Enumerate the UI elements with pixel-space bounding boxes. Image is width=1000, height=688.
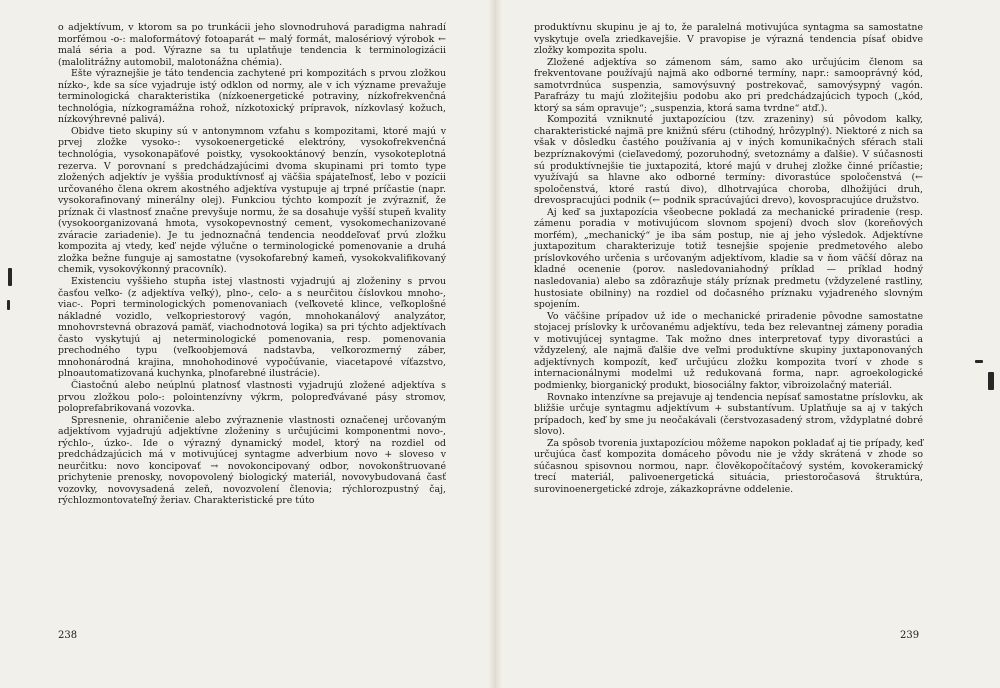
paragraph: o adjektívum, v ktorom sa po trunkácii jeho slovnodruhová paradigma nahradí morfémou -o-: maloformátový fotoaparát ← malý formát, malosériový výrobok ← malá séria a pod. Výrazne sa tu uplatňuje tendencia k terminologizácii (malolitrážny automobil, malotonážna chémia).	[58, 22, 446, 68]
paragraph: Za spôsob tvorenia juxtapozíciou môžeme napokon pokladať aj tie prípady, keď určujúca časť kompozita domáceho pôvodu nie je vždy skrátená v zhode so súčasnou spisovnou normou, napr. člověkopočítačový systém, kovokeramický trecí materiál, palivoenergetická situácia, priestoročasová štruktúra, surovinoenergetické zdroje, zákazkoprávne oddelenie.	[534, 437, 923, 495]
scan-edge-mark-left	[7, 300, 10, 310]
scan-edge-mark-right	[975, 360, 983, 363]
book-gutter	[488, 0, 502, 688]
right-page	[534, 22, 923, 495]
scan-edge-mark-right	[988, 372, 994, 390]
paragraph: Rovnako intenzívne sa prejavuje aj tendencia nepísať samostatne príslovku, ak bližšie určuje syntagmu adjektívum + substantívum. Uplatňuje sa aj v takých prípadoch, keď by sme ju neočakávali (čerstvozasadený strom, vždyplatné dobré slovo).	[534, 391, 923, 438]
paragraph: Aj keď sa juxtapozícia všeobecne pokladá za mechanické priradenie (resp. zámenu poradia v motivujúcom slovnom spojení) dvoch slov (koreňových morfém), „mechanický“ je iba sám postup, nie aj jeho výsledok. Adjektívne juxtapozitum charakterizuje totiž tesnejšie spojenie predmetového alebo príslovkového určenia s určovaným adjektívom, kladie sa v ňom väčší dôraz na kladné ocenenie (porov. nasledovaniahodný príklad — príklad hodný nasledovania) alebo sa zdôrazňuje stály príznak predmetu (vždyzelené rastliny, hustosiate obilniny) na rozdiel od dočasného príznaku vyjadreného slovným spojením.	[534, 206, 923, 311]
paragraph: Kompozitá vzniknuté juxtapozíciou (tzv. zrazeniny) sú pôvodom kalky, charakteristické najmä pre knižnú sféru (ctihodný, hrôzyplný). Niektoré z nich sa však v dôsledku častého používania aj v iných komunikačných sférach stali bezpríznakovými (cieľavedomý, pozoruhodný, svetoznámy a ďalšie). V súčasnosti sú produktívnejšie tie juxtapozitá, ktoré majú v druhej zložke činné príčastie; využívajú sa hlavne ako odborné termíny: divorastúce spoločenstvá (← spoločenstvá, ktoré rastú divo), dlhotrvajúca choroba, dlhožijúci druh, drevospracujúci podnik (← podnik spracúvajúci drevo), kovospracujúce družstvo.	[534, 114, 923, 207]
page-number-left: 238	[58, 630, 78, 641]
paragraph: Zložené adjektíva so zámenom sám, samo ako určujúcim členom sa frekventovane používajú najmä ako odborné termíny, napr.: samooprávný kód, samotvrdnúca suspenzia, samovýsuvný postrekovač, samovýsypný vagón. Parafrázy tu majú zložitejšiu podobu ako pri predchádzajúcich typoch („kód, ktorý sa sám opravuje“; „suspenzia, ktorá sama tvrdne“ atď.).	[534, 56, 923, 114]
page-number-right: 239	[900, 630, 920, 641]
paragraph: Čiastočnú alebo neúplnú platnosť vlastnosti vyjadrujú zložené adjektíva s prvou zložkou polo-: polointenzívny výkrm, polopreďvávané pásy stromov, poloprefabrikovaná vozovka.	[58, 379, 446, 415]
scan-edge-mark-left	[8, 268, 12, 286]
paragraph: Obidve tieto skupiny sú v antonymnom vzťahu s kompozitami, ktoré majú v prvej zložke vysoko-: vysokoenergetické elektróny, vysokofrekvenčná technológia, vysokonapäťové poistky, vysokooktánový benzín, vysokoteplotná rezerva. V porovnaní s predchádzajúcimi dvoma skupinami pri tomto type zložených adjektív je vyššia produktívnosť aj väčšia spájateľnosť, lebo v pozícii určovaného člena okrem akostného adjektíva vystupuje aj trpné príčastie (napr. vysokorafinovaný minerálny olej). Funkciou týchto kompozít je zvýrazniť, že príznak či vlastnosť značne prevyšuje normu, že sa dosahuje vyšší stupeň kvality (vysokoorganizovaná hmota, vysokopevnostný cement, vysokomechanizované zváracie zariadenie). Je tu jednoznačná tendencia neoddeľovať prvú zložku kompozita aj vtedy, keď nejde výlučne o terminologické pomenovanie a druhá zložka bežne funguje aj samostatne (vysokofarebný kameň, vysokokvalifikovaný chemik, vysokovýkonný pracovník).	[58, 125, 446, 276]
paragraph: Ešte výraznejšie je táto tendencia zachytené pri kompozitách s prvou zložkou nízko-, kde sa síce vyjadruje istý odklon od normy, ale v ich význame prevažuje terminologická charakteristika (nízkoenergetické potraviny, nízkofrekvenčná technológia, nízkogramážna rohož, nízkotoxický prípravok, nízkovlasý kožuch, nízkovýhrevné palivá).	[58, 68, 446, 126]
paragraph: Existenciu vyššieho stupňa istej vlastnosti vyjadrujú aj zloženiny s prvou časťou veľko- (z adjektíva veľký), plno-, celo- a s neurčitou číslovkou mnoho-, viac-. Popri terminologických pomenovaniach (veľkoveté klince, veľkoplošné nákladné vozidlo, veľkopriestorový vagón, mnohokanálový analyzátor, mnohovrstevná obrazová pamäť, viachodnotová logika) sa pri týchto adjektívach často vyskytujú aj neterminologické pomenovania, resp. pomenovania prechodného typu (veľkoobjemová nadstavba, veľkorozmerný záber, mnohonárodná krajina, mnohohodinové vypočúvanie, viacetapové víťazstvo, plnoautomatizovaná kuchynka, plnofarebné ilustrácie).	[58, 276, 446, 380]
left-page	[58, 22, 446, 507]
paragraph: produktívnu skupinu je aj to, že paralelná motivujúca syntagma sa samostatne vyskytuje oveľa zriedkavejšie. V pravopise je výrazná tendencia písať obidve zložky kompozita spolu.	[534, 22, 923, 57]
left-page-body	[58, 22, 446, 507]
paragraph: Spresnenie, ohraničenie alebo zvýraznenie vlastnosti označenej určovaným adjektívom vyjadrujú adjektívne zloženiny s určujúcimi komponentmi novo-, rýchlo-, úzko-. Ide o výrazný dynamický model, ktorý na rozdiel od predchádzajúcich má v motivujúcej syntagme adverbium novo + sloveso v neurčitku: novo koncipovať → novokoncipovaný odbor, novokonštruované prichytenie prenosky, novopovolený biologický materiál, novovybudovaná časť vozovky, novovysadená zeleň, novozvolení členovia; rýchlorozpustný čaj, rýchlozmontovateľný žeriav. Charakteristické pre túto	[58, 414, 446, 507]
paragraph: Vo väčšine prípadov už ide o mechanické priradenie pôvodne samostatne stojacej príslovky k určovanému adjektívu, teda bez relevantnej zámeny poradia v motivujúcej syntagme. Tak možno dnes interpretovať typy divorastúci a vždyzelený, ale najmä ďalšie dve veľmi produktívne skupiny juxtaponovaných adjektívnych kompozít, keď určujúcu zložku kompozita tvorí v zhode s internacionálnymi modelmi už redukovaná forma, napr. agroekologické podmienky, biorganický produkt, biosociálny faktor, vibroizolačný materiál.	[534, 310, 923, 391]
right-page-body	[534, 22, 923, 495]
